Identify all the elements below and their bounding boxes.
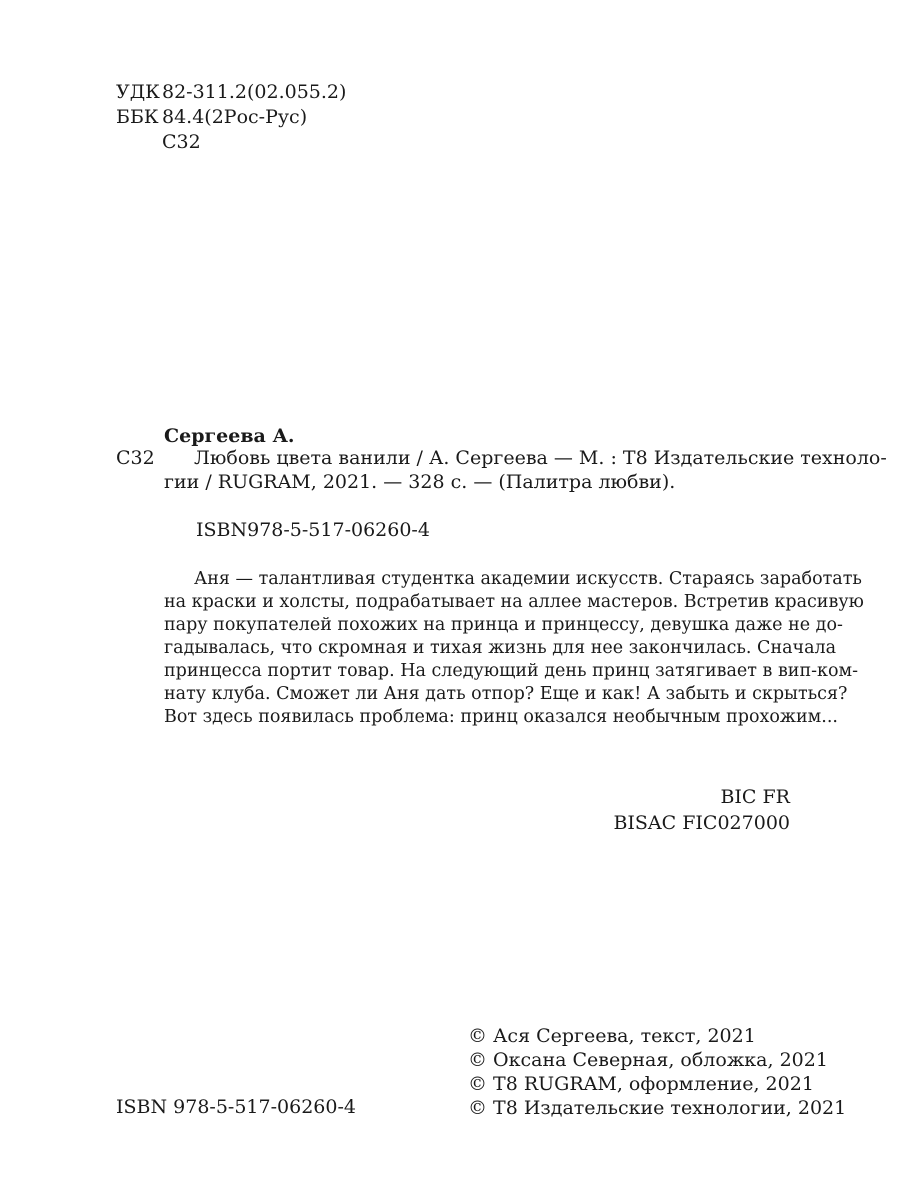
copyright-line: © Т8 Издательские технологии, 2021 <box>468 1097 847 1119</box>
footer-isbn: ISBN 978-5-517-06260-4 <box>116 1096 356 1118</box>
annotation-line: Аня — талантливая студентка академии искусств. Стараясь заработать <box>194 569 862 589</box>
bisac-code: BISAC FIC027000 <box>613 812 790 834</box>
bbk-row <box>116 105 346 130</box>
classification-block <box>116 80 346 155</box>
udk-value: 82-311.2(02.055.2) <box>162 81 347 103</box>
annotation-line: пару покупателей похожих на принца и принцессу, девушка даже не до- <box>164 615 843 635</box>
annotation <box>164 568 864 729</box>
bbk-label: ББК <box>116 106 159 128</box>
record-isbn: ISBN978-5-517-06260-4 <box>196 519 430 541</box>
udk-label: УДК <box>116 81 160 103</box>
author-mark: С32 <box>162 131 201 153</box>
author-mark-row <box>116 130 346 155</box>
bib-line-2: гии / RUGRAM, 2021. — 328 с. — (Палитра любви). <box>164 471 676 493</box>
annotation-line: нату клуба. Сможет ли Аня дать отпор? Еще и как! А забыть и скрыться? <box>164 684 848 704</box>
annotation-line: гадывалась, что скромная и тихая жизнь для нее закончилась. Сначала <box>164 638 837 658</box>
bib-line-1: Любовь цвета ванили / А. Сергеева — М. : Т8 Издательские техноло- <box>194 447 887 469</box>
copyright-line: © Оксана Северная, обложка, 2021 <box>468 1049 828 1071</box>
bbk-value: 84.4(2Рос-Рус) <box>162 106 308 128</box>
annotation-line: Вот здесь появилась проблема: принц оказался необычным прохожим... <box>164 707 838 727</box>
record-code: С32 <box>116 447 155 469</box>
copyright-line: © Ася Сергеева, текст, 2021 <box>468 1025 756 1047</box>
udk-row <box>116 80 346 105</box>
subject-codes <box>613 784 790 836</box>
bic-code: BIC FR <box>720 786 790 808</box>
copyright-block <box>468 1024 846 1120</box>
annotation-line: на краски и холсты, подрабатывает на аллее мастеров. Встретив красивую <box>164 592 864 612</box>
record-author: Сергеева А. <box>164 425 295 447</box>
bibliographic-description <box>164 446 887 494</box>
copyright-line: © Т8 RUGRAM, оформление, 2021 <box>468 1073 814 1095</box>
annotation-line: принцесса портит товар. На следующий день принц затягивает в вип-ком- <box>164 661 859 681</box>
